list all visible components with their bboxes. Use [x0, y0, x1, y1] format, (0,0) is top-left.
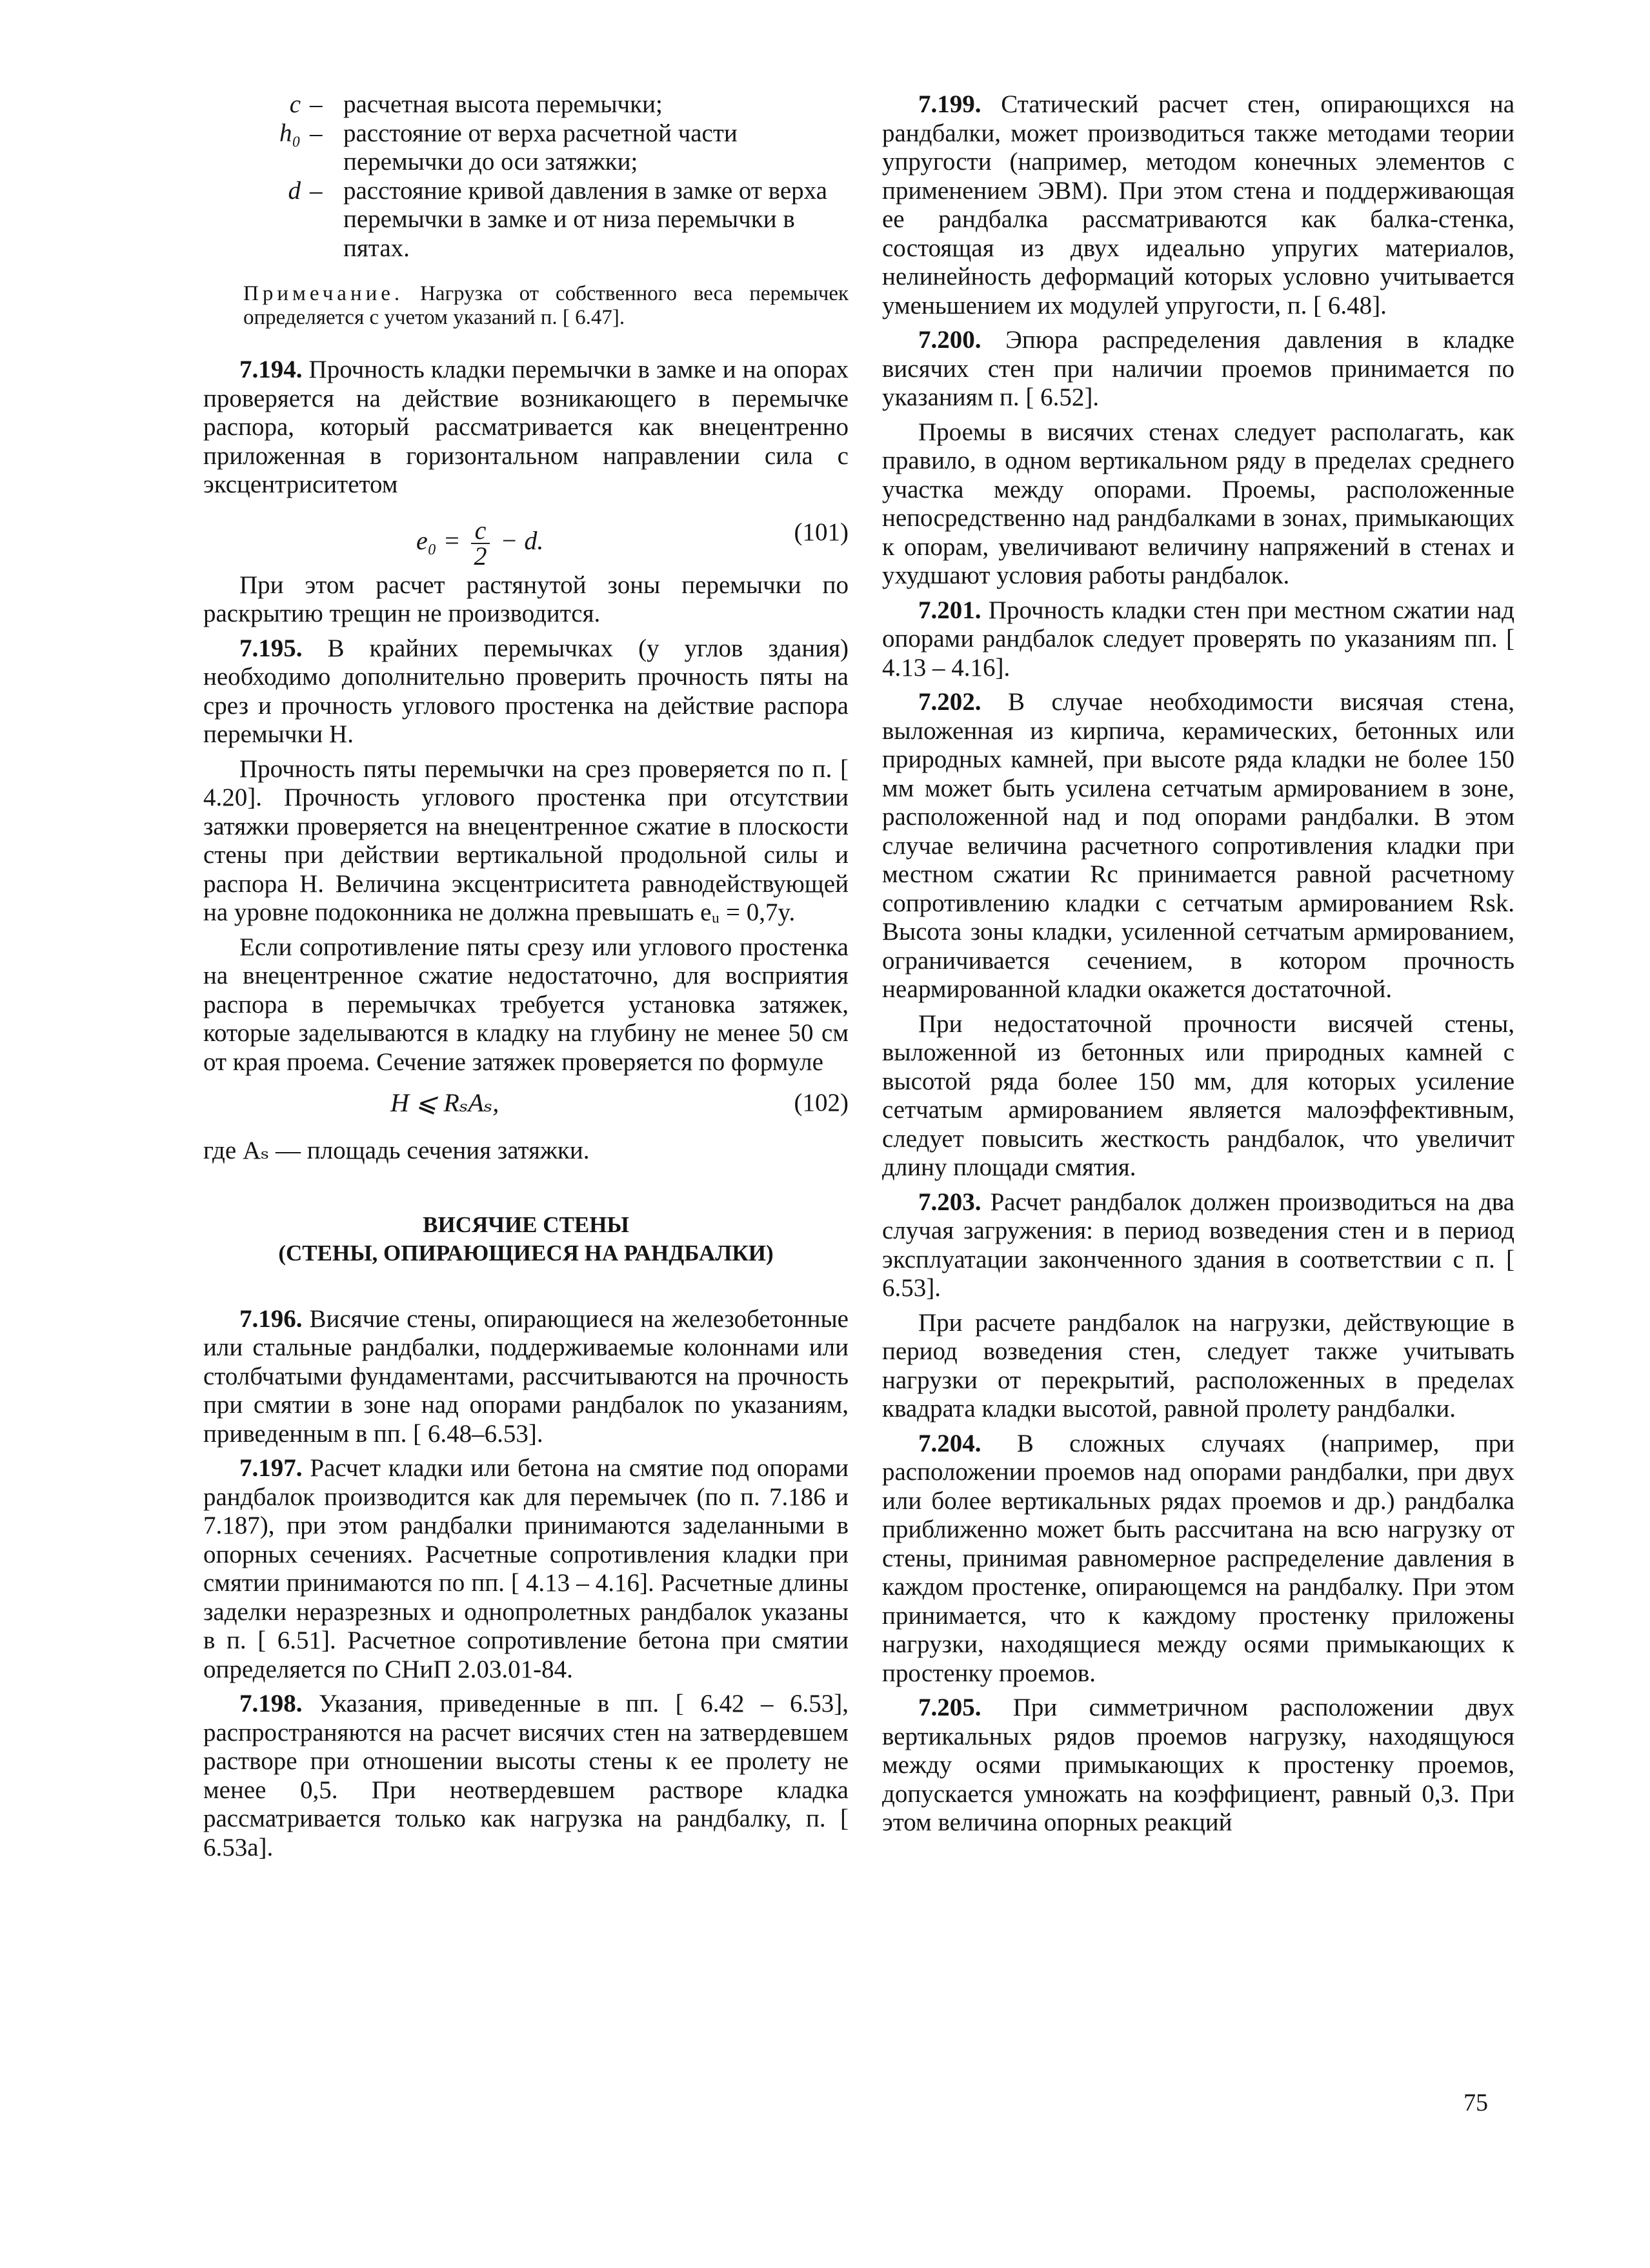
- fraction: $\frac{c}{2}$: [471, 518, 490, 569]
- paragraph-7-195: 7.195. В крайних перемычках (у углов здания) необходимо дополнительно проверить прочность пяты на срез и прочность углового простенка на действие распора перемычки H.: [203, 634, 849, 748]
- paragraph-number: 7.198.: [239, 1690, 303, 1717]
- paragraph-number: 7.205.: [918, 1694, 981, 1721]
- paragraph-number: 7.197.: [239, 1454, 303, 1482]
- paragraph-7-194: 7.194. Прочность кладки перемычки в замке и на опорах проверяется на действие возникающего в перемычке распора, который рассматривается как внецентренно приложенная в горизонтальном направлении сила с эксцентриситетом: [203, 356, 849, 498]
- paragraph-number: 7.201.: [918, 596, 981, 624]
- left-column: [203, 90, 849, 1868]
- formula-102: [203, 1082, 849, 1128]
- formula-lhs: e₀ =: [416, 525, 461, 555]
- paragraph: Если сопротивление пяты срезу или углового простенка на внецентренное сжатие недостаточно, для восприятия распора в перемычках требуется установка затяжек, которые заделываются в кладку на глубину не менее 50 см от края проема. Сечение затяжек проверяется по формуле: [203, 933, 849, 1076]
- definition-text: расстояние от верха расчетной части перемычки до оси затяжки;: [343, 119, 738, 176]
- note-label: Примечание.: [243, 282, 404, 305]
- paragraph-number: 7.199.: [918, 90, 981, 118]
- equation-number: (101): [794, 518, 849, 546]
- equation-number: (102): [794, 1089, 849, 1117]
- paragraph-number: 7.203.: [918, 1188, 981, 1216]
- paragraph-7-201: 7.201. Прочность кладки стен при местном сжатии над опорами рандбалок следует проверять по указаниям пп. [ 4.13 – 4.16].: [882, 596, 1515, 682]
- where-clause: где Aₛ — площадь сечения затяжки.: [203, 1137, 590, 1164]
- section-heading: ВИСЯЧИЕ СТЕНЫ (СТЕНЫ, ОПИРАЮЩИЕСЯ НА РАНДБАЛКИ): [278, 1211, 774, 1266]
- paragraph-7-203: 7.203. Расчет рандбалок должен производиться на два случая загружения: в период возведения стен и в период эксплуатации законченного здания в соответствии с п. [ 6.53].: [882, 1188, 1514, 1302]
- formula-rhs: − d.: [500, 525, 544, 555]
- formula-101: [203, 505, 849, 571]
- page-number: 75: [1464, 2089, 1488, 2116]
- definition-text: расчетная высота перемычки;: [343, 90, 663, 118]
- paragraph: При недостаточной прочности висячей стены, выложенной из бетонных или природных камней с высотой ряда более 150 мм, для которых усиление сетчатым армированием является малоэффективным, следует повысить жесткость рандбалок, что увеличит длину площади смятия.: [882, 1009, 1514, 1181]
- definition-text: расстояние кривой давления в замке от верха перемычки в замке и от низа перемычки в пятах.: [343, 176, 827, 262]
- symbol-definitions: [203, 90, 849, 263]
- definition-item: d – расстояние кривой давления в замке от верха перемычки в замке и от низа перемычки в пятах.: [203, 177, 849, 263]
- paragraph-7-200: 7.200. Эпюра распределения давления в кладке висячих стен при наличии проемов принимается по указаниям п. [ 6.52].: [882, 326, 1514, 411]
- paragraph-number: 7.200.: [918, 326, 981, 354]
- paragraph-7-204: 7.204. В сложных случаях (например, при расположении проемов над опорами рандбалки, при двух или более вертикальных рядах проемов и др.) рандбалка приближенно может быть рассчитана на всю нагрузку от стены, принимая равномерное распределение давления в каждом простенке, опирающемся на рандбалку. При этом принимается, что к каждому простенку приложены нагрузки, находящиеся между осями примыкающих к простенку проемов.: [882, 1429, 1514, 1687]
- paragraph-7-205: 7.205. При симметричном расположении двух вертикальных рядов проемов нагрузку, находящуюся между осями примыкающих к простенку проемов, допускается умножать на коэффициент, равный 0,3. При этом величина опорных реакций: [882, 1694, 1514, 1836]
- paragraph-number: 7.202.: [918, 688, 981, 716]
- definition-symbol: c: [289, 90, 301, 118]
- paragraph: При этом расчет растянутой зоны перемычки по раскрытию трещин не производится.: [203, 571, 849, 627]
- paragraph-number: 7.195.: [239, 634, 303, 662]
- note: [243, 282, 849, 330]
- formula-expression: H ⩽ RₛAₛ,: [390, 1088, 499, 1117]
- paragraph-7-197: 7.197. Расчет кладки или бетона на смятие под опорами рандбалок производится как для перемычек (по п. 7.186 и 7.187), при этом рандбалки принимаются заделанными в опорных сечениях. Расчетные сопротивления кладки при смятии принимаются по пп. [ 4.13 – 4.16]. Расчетные длины заделки неразрезных и однопролетных рандбалок указаны в п. [ 6.51]. Расчетное сопротивление бетона при смятии определяется по СНиП 2.03.01-84.: [203, 1454, 849, 1683]
- paragraph: При расчете рандбалок на нагрузки, действующие в период возведения стен, следует также учитывать нагрузки от перекрытий, расположенных в пределах квадрата кладки высотой, равной пролету рандбалки.: [882, 1308, 1514, 1423]
- definition-symbol: d: [288, 176, 301, 205]
- paragraph: Прочность пяты перемычки на срез проверяется по п. [ 4.20]. Прочность углового простенка при отсутствии затяжки проверяется на внецентренное сжатие в плоскости стены при действии вертикальной продольной силы и распора H. Величина эксцентриситета равнодействующей на уровне подоконника не должна превышать eᵤ = 0,7y.: [203, 754, 849, 926]
- paragraph-number: 7.204.: [918, 1429, 981, 1457]
- right-column: [882, 90, 1514, 1843]
- paragraph-number: 7.194.: [239, 356, 303, 383]
- definition-item: c – расчетная высота перемычки;: [203, 90, 849, 119]
- definition-item: h₀ – расстояние от верха расчетной части перемычки до оси затяжки;: [203, 119, 849, 177]
- note-text: Нагрузка от собственного веса перемычек определяется с учетом указаний п. [ 6.47].: [243, 282, 849, 329]
- paragraph-7-196: 7.196. Висячие стены, опирающиеся на железобетонные или стальные рандбалки, поддерживаемые колоннами или столбчатыми фундаментами, рассчитываются на прочность при смятии в зоне над опорами рандбалок по указаниям, приведенным в пп. [ 6.48–6.53].: [203, 1304, 849, 1448]
- definition-symbol: h₀: [279, 119, 301, 147]
- paragraph-number: 7.196.: [239, 1304, 303, 1333]
- paragraph: Проемы в висячих стенах следует располагать, как правило, в одном вертикальном ряду в пределах среднего участка между опорами. Проемы, расположенные непосредственно над рандбалками в зонах, примыкающих к опорам, увеличивают величину напряжений в стенах и ухудшают условия работы рандбалок.: [882, 418, 1514, 589]
- paragraph-7-198: 7.198. Указания, приведенные в пп. [ 6.42 – 6.53], распространяются на расчет висячих стен на затвердевшем растворе при отношении высоты стены к ее пролету не менее 0,5. При неотвердевшем растворе кладка рассматривается только как нагрузка на рандбалку, п. [ 6.53а].: [203, 1690, 849, 1861]
- paragraph-7-199: 7.199. Статический расчет стен, опирающихся на рандбалки, может производиться также методами теории упругости (например, методом конечных элементов с применением ЭВМ). При этом стена и поддерживающая ее рандбалка рассматриваются как балка-стенка, состоящая из двух идеально упругих материалов, нелинейность деформаций которых условно учитывается уменьшением их модулей упругости, п. [ 6.48].: [882, 90, 1514, 319]
- paragraph-7-202: 7.202. В случае необходимости висячая стена, выложенная из кирпича, керамических, бетонных или природных камней, при высоте ряда кладки не более 150 мм может быть усилена сетчатым армированием в зоне, расположенной над и под опорами рандбалки. В этом случае величина расчетного сопротивления кладки при местном сжатии Rc принимается равной расчетному сопротивлению кладки с сетчатым армированием Rsk. Высота зоны кладки, усиленной сетчатым армированием, ограничивается сечением, в котором прочность неармированной кладки окажется достаточной.: [882, 688, 1515, 1003]
